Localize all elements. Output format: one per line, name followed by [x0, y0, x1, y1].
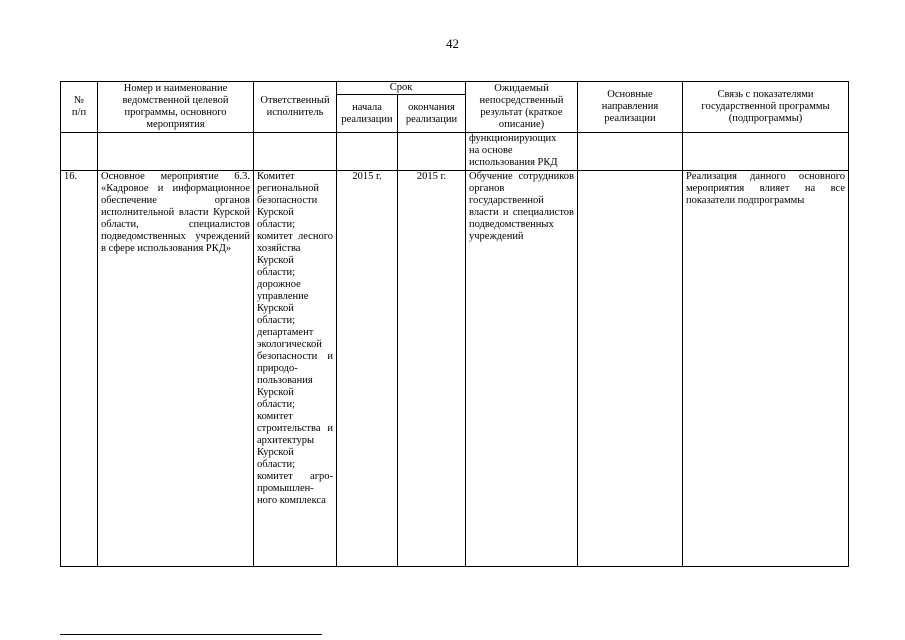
row-result: Обучение сотрудников органов государственной власти и специалистов подведомственных учреждений: [466, 171, 578, 567]
row-num: 16.: [61, 171, 98, 567]
header-row-1: [61, 82, 849, 95]
page-number: 42: [446, 36, 459, 51]
header-name: Номер и наименование ведомственной целевой программы, основного мероприятия: [98, 82, 254, 133]
continuation-row: [61, 133, 849, 171]
header-num: № п/п: [61, 82, 98, 133]
row-name: Основное мероприятие 6.3. «Кадровое и информационное обеспечение органов исполнительной власти Курской области, специалистов подведомственных учреждений в сфере использования РКД»: [98, 171, 254, 567]
header-start: начала реализации: [337, 95, 398, 133]
row-start: 2015 г.: [337, 171, 398, 567]
header-end: окончания реализации: [398, 95, 466, 133]
table-row: [61, 171, 849, 567]
header-result: Ожидаемый непосредственный результат (краткое описание): [466, 82, 578, 133]
program-table: [60, 81, 849, 567]
row-responsible: Комитет региональной безопасности Курской области; комитет лесного хозяйства Курской области; дорожное управление Курской области; департамент экологической безопасности и природо-пользования Курской области; комитет строительства и архитектуры Курской области; комитет агро-промышлен-ного комплекса: [254, 171, 337, 567]
header-term: Срок: [337, 82, 466, 95]
continuation-result: функционирующих на основе использования РКД: [466, 133, 578, 171]
header-link: Связь с показателями государственной программы (подпрограммы): [683, 82, 849, 133]
row-end: 2015 г.: [398, 171, 466, 567]
header-directions: Основные направления реализации: [578, 82, 683, 133]
header-responsible: Ответственный исполнитель: [254, 82, 337, 133]
row-directions: [578, 171, 683, 567]
row-link: Реализация данного основного мероприятия влияет на все показатели подпрограммы: [683, 171, 849, 567]
footnote-divider: [60, 634, 322, 635]
